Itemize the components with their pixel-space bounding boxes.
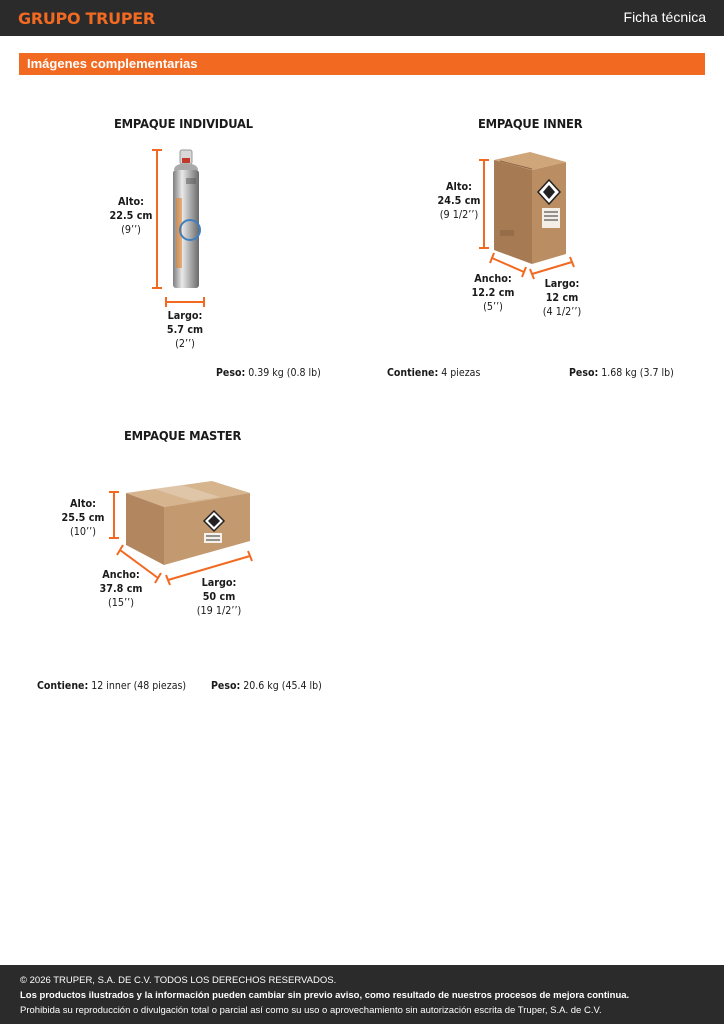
inner-title: EMPAQUE INNER <box>478 116 583 131</box>
master-alto: Alto: 25.5 cm (10’’) <box>61 498 105 538</box>
master-ancho: Ancho: 37.8 cm (15’’) <box>99 569 143 609</box>
inner-alto: Alto: 24.5 cm (9 1/2’’) <box>437 181 481 221</box>
individual-alto: Alto: 22.5 cm (9’’) <box>109 196 153 236</box>
master-peso: Peso: 20.6 kg (45.4 lb) <box>211 680 322 692</box>
truper-logo: GRUPO TRUPER <box>18 9 155 28</box>
inner-peso: Peso: 1.68 kg (3.7 lb) <box>569 367 674 379</box>
footer <box>0 965 724 1024</box>
master-title: EMPAQUE MASTER <box>124 428 242 443</box>
footer-copyright: © 2026 TRUPER, S.A. DE C.V. TODOS LOS DERECHOS RESERVADOS. <box>20 975 337 986</box>
footer-notice: Los productos ilustrados y la información pueden cambiar sin previo aviso, como resultado de nuestros procesos de mejora continua. <box>20 990 630 1001</box>
inner-largo: Largo: 12 cm (4 1/2’’) <box>542 278 582 318</box>
master-box-image <box>124 479 252 567</box>
footer-prohibition: Prohibida su reproducción o divulgación total o parcial así como su uso o aprovechamiento sin autorización escrita de Truper, S.A. de C.V. <box>20 1005 602 1016</box>
master-contiene: Contiene: 12 inner (48 piezas) <box>37 680 187 692</box>
inner-contiene: Contiene: 4 piezas <box>387 367 481 379</box>
individual-peso: Peso: 0.39 kg (0.8 lb) <box>216 367 321 379</box>
section-title: Imágenes complementarias <box>27 56 198 71</box>
master-largo: Largo: 50 cm (19 1/2’’) <box>196 577 242 617</box>
inner-ancho: Ancho: 12.2 cm (5’’) <box>471 273 515 313</box>
individual-title: EMPAQUE INDIVIDUAL <box>114 116 253 131</box>
doc-type-label: Ficha técnica <box>623 9 706 25</box>
individual-largo: Largo: 5.7 cm (2’’) <box>166 310 204 350</box>
